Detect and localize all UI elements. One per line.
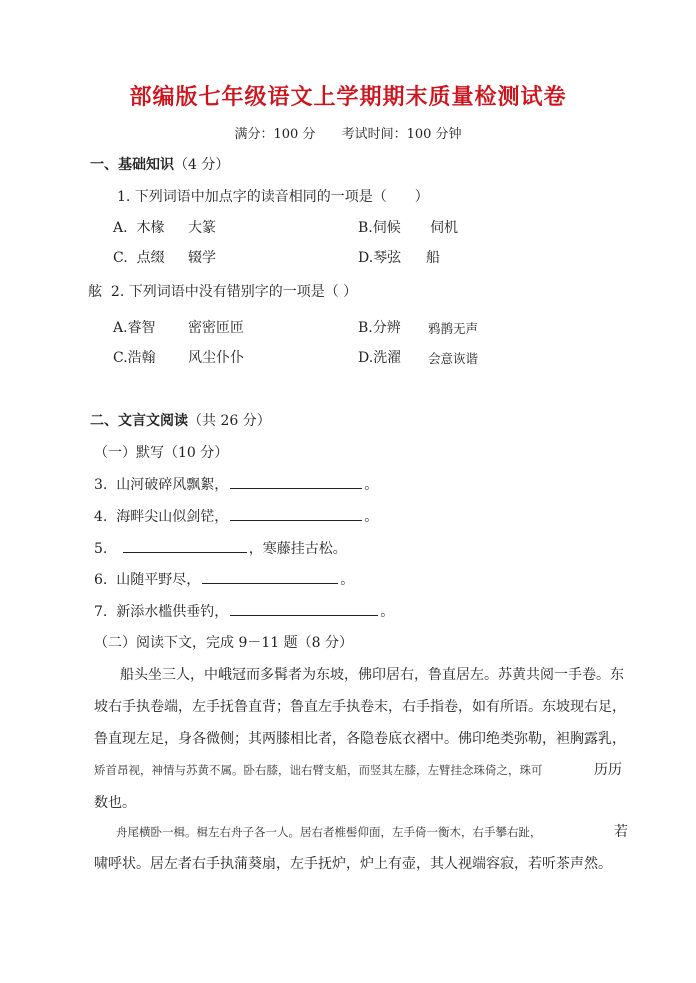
q1-stem: 1. 下列词语中加点字的读音相同的一项是（ ）: [117, 189, 429, 205]
q2-option-d-word2: 会意诙谐: [428, 351, 479, 366]
q2-option-b-word2: 鸦鹊无声: [428, 321, 479, 336]
section2-heading: 二、文言文阅读（共 26 分）: [90, 413, 271, 429]
dictation-item-7: 7. 新添水槛供垂钓， 。: [94, 601, 394, 621]
q1-option-b: B.伺候: [358, 220, 401, 236]
q1-option-d: D.琴弦: [358, 250, 402, 266]
passage-line: 船头坐三人，中峨冠而多髯者为东坡，佛印居右，鲁直居左。苏黄共阅一手卷。东: [120, 667, 624, 683]
q2-option-c: C.浩翰: [113, 350, 156, 366]
sub1-heading: （一）默写（10 分）: [94, 445, 229, 461]
q2-option-b: B.分辨: [358, 320, 401, 336]
passage-line: 历历: [594, 762, 622, 778]
passage-line: 数也。: [94, 795, 136, 811]
q1-option-c: C. 点缀: [113, 250, 165, 266]
q1-option-d-word2: 船: [426, 250, 440, 266]
passage-line: 啸呼状。居左者右手执蒲葵扇，左手抚炉，炉上有壶，其人视端容寂，若听茶声然。: [94, 856, 612, 872]
exam-time: 考试时间：100 分钟: [341, 127, 462, 142]
sub2-heading: （二）阅读下文，完成 9－11 题（8 分）: [94, 635, 353, 651]
passage-line: 舟尾横卧一楫。楫左右舟子各一人。居右者椎髻仰面，左手倚一衡木，右手攀右趾，: [116, 825, 542, 839]
passage-line: 若: [614, 824, 628, 840]
q1-option-c-word2: 辍学: [188, 250, 216, 266]
exam-title: 部编版七年级语文上学期期末质量检测试卷: [129, 85, 567, 110]
q1-option-a-word2: 大篆: [188, 220, 216, 236]
answer-blank[interactable]: [230, 601, 378, 616]
q2-stem: 舷 2. 下列词语中没有错别字的一项是（ ）: [88, 284, 358, 300]
q2-option-a-word2: 密密匝匝: [188, 320, 244, 336]
answer-blank[interactable]: [123, 538, 247, 553]
answer-blank[interactable]: [202, 569, 338, 584]
passage-line: 矫首昂视，神情与苏黄不属。卧右膝，诎右臂支船，而竖其左膝，左臂挂念珠倚之，珠可: [94, 763, 543, 777]
passage-line: 鲁直现左足，身各微侧；其两膝相比者，各隐卷底衣褶中。佛印绝类弥勒，袒胸露乳，: [94, 731, 626, 747]
q2-option-a: A.睿智: [113, 320, 156, 336]
passage-line: 坡右手执卷端，左手抚鲁直背；鲁直左手执卷末，右手指卷，如有所语。东坡现右足，: [94, 699, 626, 715]
dictation-item-3: 3. 山河破碎风飘絮， 。: [94, 474, 378, 494]
q1-option-a: A. 木椽: [113, 220, 165, 236]
section1-heading: 一、基础知识（4 分）: [90, 157, 230, 173]
answer-blank[interactable]: [230, 506, 362, 521]
answer-blank[interactable]: [230, 474, 362, 489]
q1-option-b-word2: 伺机: [430, 220, 458, 236]
q2-option-c-word2: 风尘仆仆: [188, 350, 244, 366]
dictation-item-6: 6. 山随平野尽， 。: [94, 569, 354, 589]
q2-option-d: D.洗濯: [358, 350, 402, 366]
full-score: 满分：100 分: [234, 127, 316, 142]
dictation-item-4: 4. 海畔尖山似剑铓， 。: [94, 506, 378, 526]
exam-meta: [0, 123, 696, 142]
dictation-item-5: 5. ，寒藤挂古松。: [94, 538, 347, 558]
